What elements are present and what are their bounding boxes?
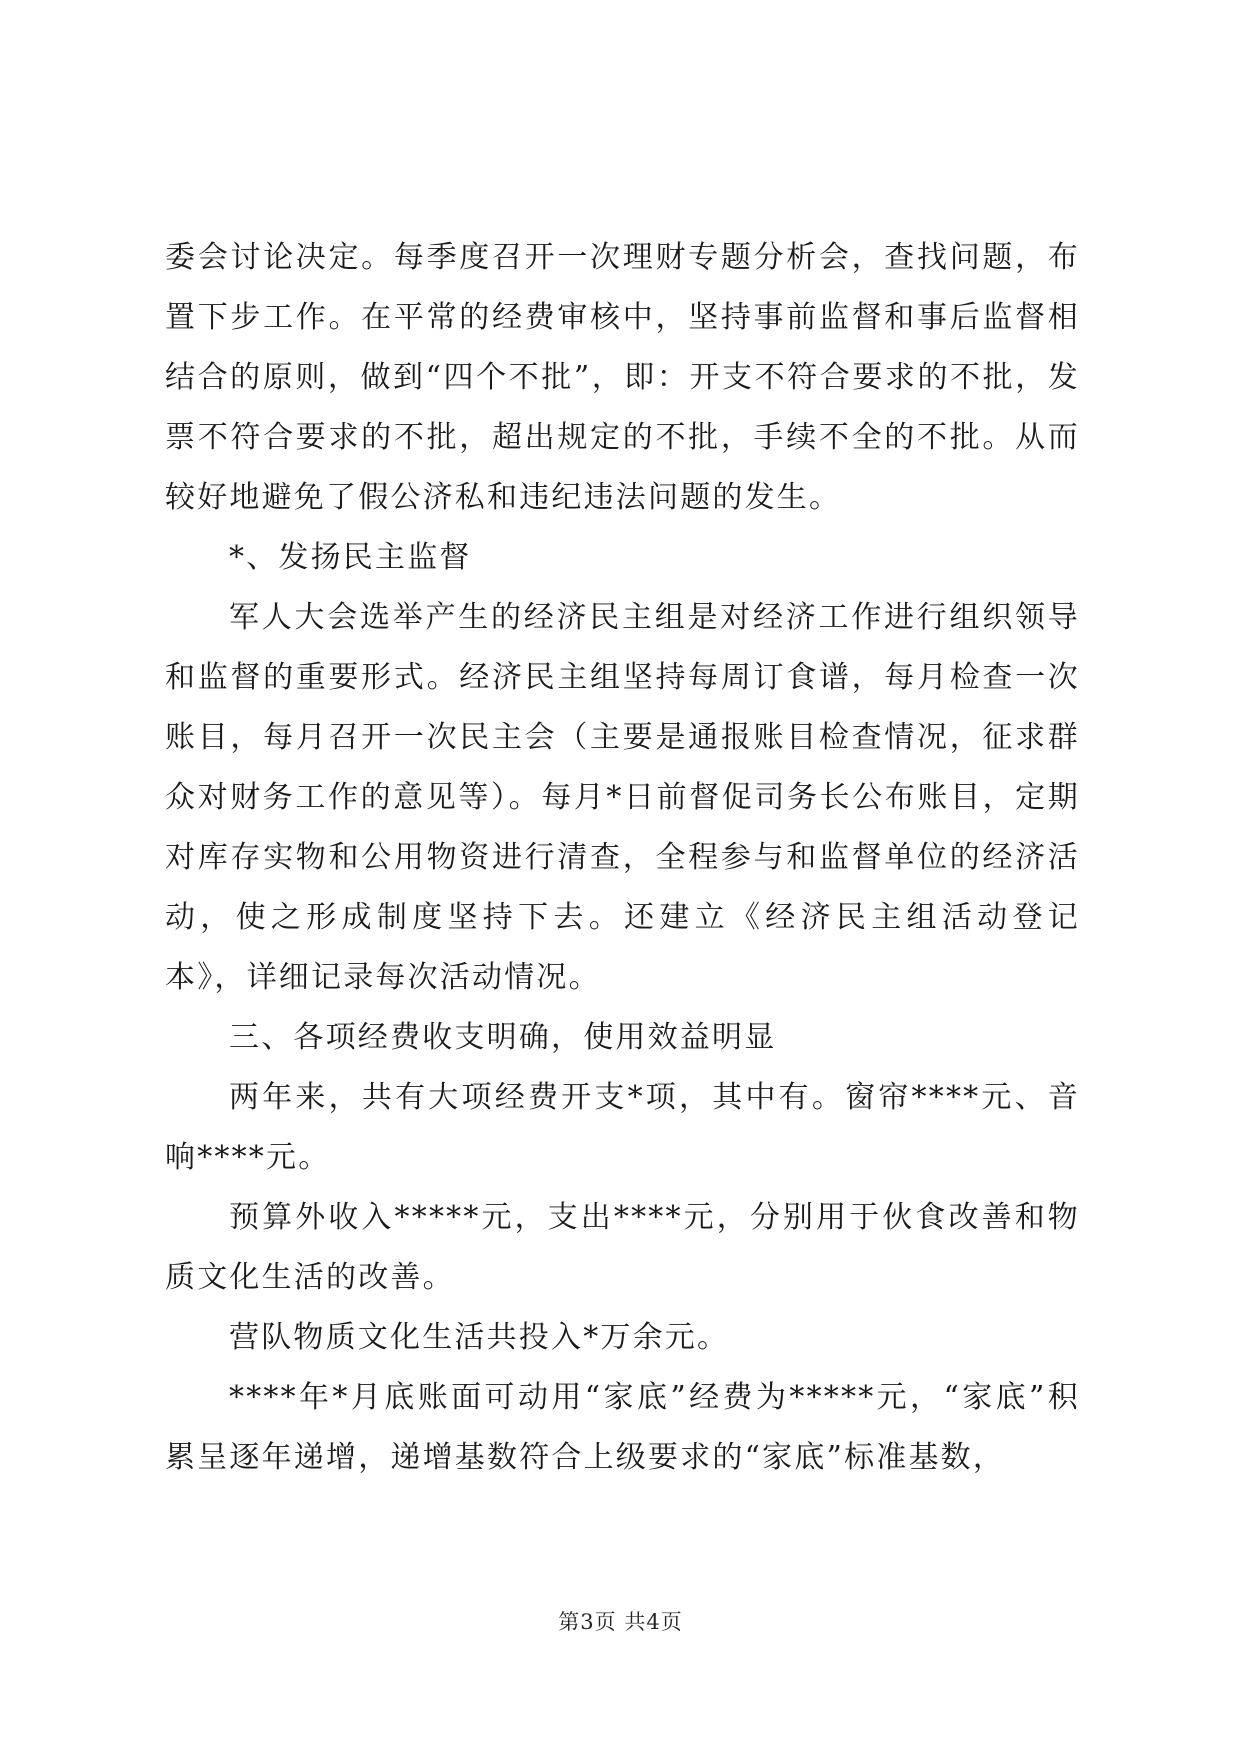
section-heading-expenditure: 三、各项经费收支明确，使用效益明显: [229, 1020, 777, 1055]
paragraph-5: 营队物质文化生活共投入*万余元。: [229, 1320, 730, 1355]
paragraph-4: 预算外收入*****元，支出****元，分别用于伙食改善和物质文化生活的改善。: [165, 1200, 1080, 1295]
paragraph-3: 两年来，共有大项经费开支*项，其中有。窗帘****元、音响****元。: [165, 1080, 1080, 1175]
paragraph-2: 军人大会选举产生的经济民主组是对经济工作进行组织领导和监督的重要形式。经济民主组坚持每周订食谱，每月检查一次账目，每月召开一次民主会（主要是通报账目检查情况，征求群众对财务工作的意见等）。每月*日前督促司务长公布账目，定期对库存实物和公用物资进行清查，全程参与和监督单位的经济活动，使之形成制度坚持下去。还建立《经济民主组活动登记本》，详细记录每次活动情况。: [165, 600, 1080, 995]
page-number: 第3页 共4页: [558, 1610, 683, 1634]
paragraph-6: ****年*月底账面可动用“家底”经费为*****元，“家底”积累呈逐年递增，递增基数符合上级要求的“家底”标准基数，: [165, 1380, 1080, 1475]
document-body: [165, 228, 1080, 1488]
paragraph-1: 委会讨论决定。每季度召开一次理财专题分析会，查找问题，布置下步工作。在平常的经费审核中，坚持事前监督和事后监督相结合的原则，做到“四个不批”，即：开支不符合要求的不批，发票不符合要求的不批，超出规定的不批，手续不全的不批。从而较好地避免了假公济私和违纪违法问题的发生。: [165, 240, 1080, 515]
page-footer: [0, 1608, 1241, 1636]
section-heading-democratic-supervision: *、发扬民主监督: [229, 540, 472, 575]
